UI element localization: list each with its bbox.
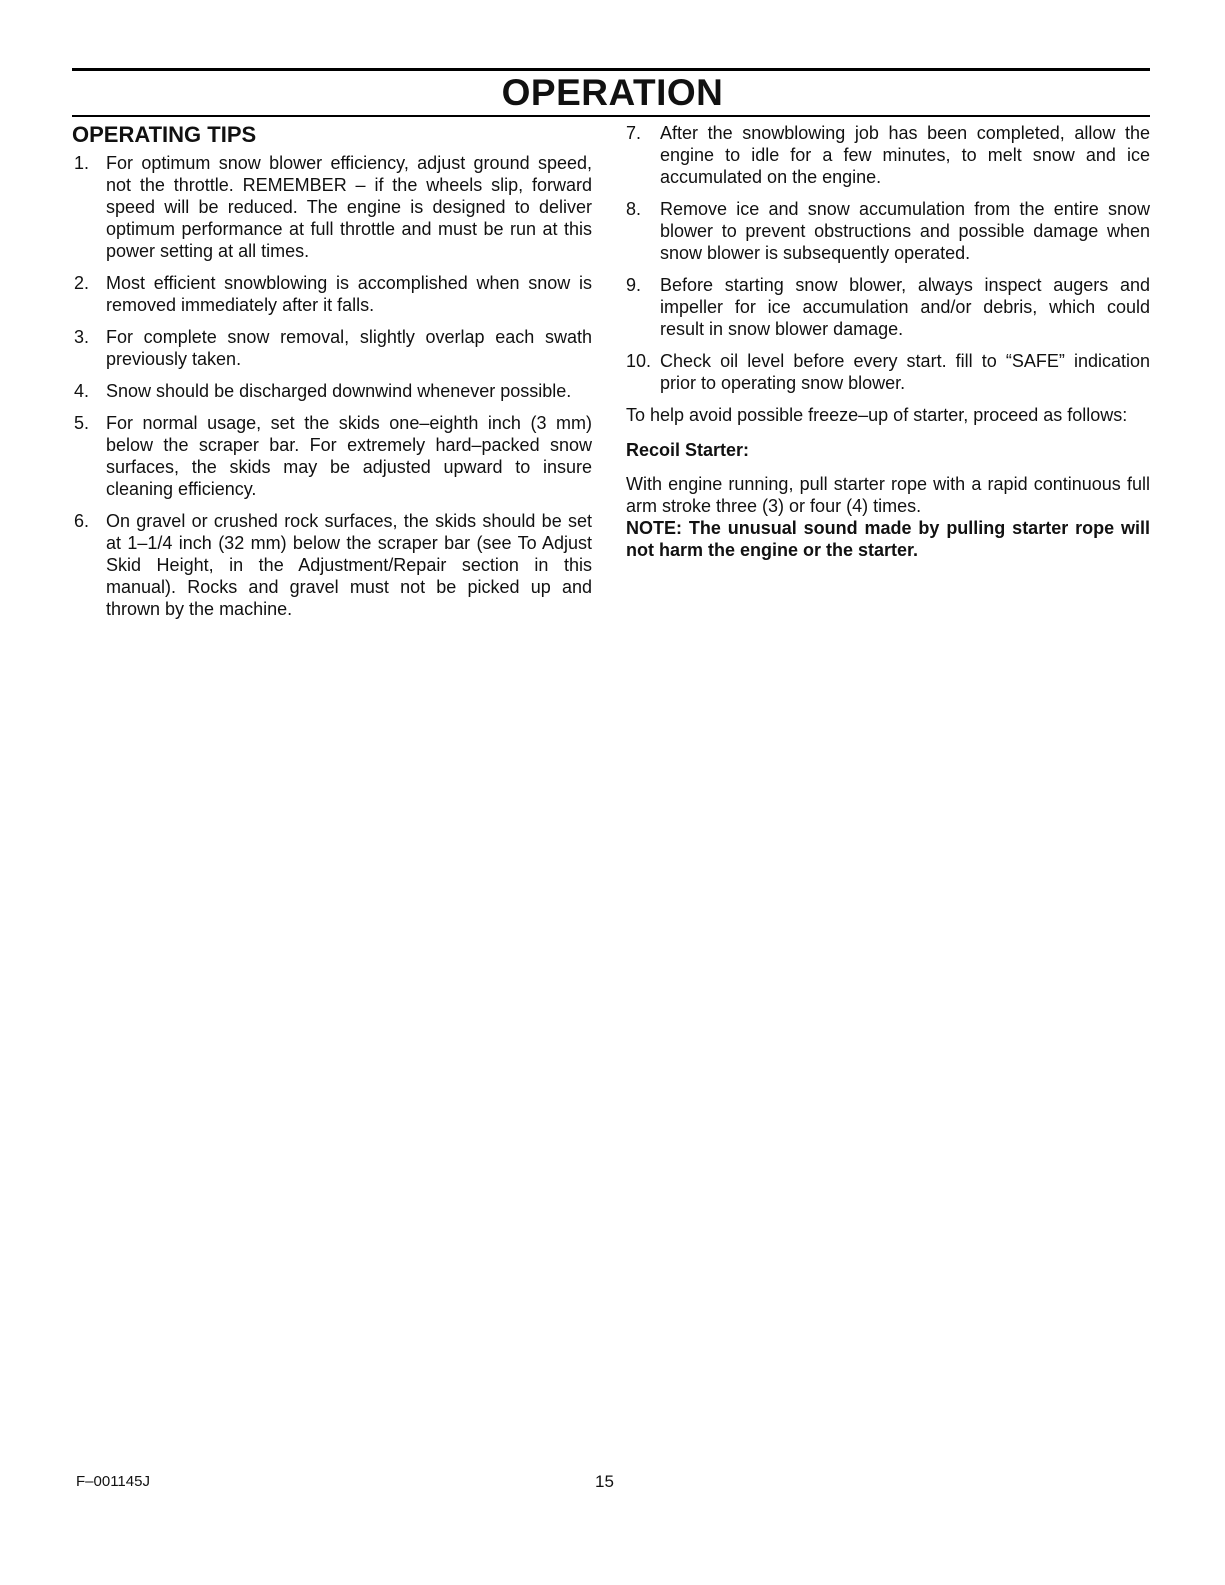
tip-item-4: [72, 380, 592, 402]
tip-item-3: [72, 326, 592, 370]
header-rule-bottom: [72, 115, 1150, 117]
tip-item-10: [626, 350, 1150, 394]
tip-item-5: [72, 412, 592, 500]
tip-number: 5.: [74, 413, 90, 433]
left-column: [72, 122, 592, 630]
tip-text: For optimum snow blower efficiency, adjust ground speed, not the throttle. REMEMBER – if the wheels slip, forward speed will be reduced. The engine is designed to deliver optimum performance at full throttle and must be run at this power setting at all times.: [106, 153, 592, 261]
tip-number: 8.: [626, 199, 642, 219]
tip-number: 9.: [626, 275, 642, 295]
recoil-starter-heading: Recoil Starter:: [626, 440, 750, 460]
tip-text: Remove ice and snow accumulation from the entire snow blower to prevent obstructions and possible damage when snow blower is subsequently operated.: [660, 199, 1150, 263]
tip-number: 4.: [74, 381, 90, 401]
operating-tips-list-left: [72, 152, 592, 620]
tip-text: For complete snow removal, slightly overlap each swath previously taken.: [106, 327, 592, 369]
tip-item-6: [72, 510, 592, 620]
tip-text: After the snowblowing job has been completed, allow the engine to idle for a few minutes, to melt snow and ice accumulated on the engine.: [660, 123, 1150, 187]
tip-number: 7.: [626, 123, 642, 143]
tip-item-2: [72, 272, 592, 316]
tip-text: Check oil level before every start. fill to “SAFE” indication prior to operating snow blower.: [660, 351, 1150, 393]
freeze-up-intro: To help avoid possible freeze–up of starter, proceed as follows:: [626, 405, 1128, 425]
tip-number: 2.: [74, 273, 90, 293]
page-title: OPERATION: [501, 72, 724, 113]
starter-note: NOTE: The unusual sound made by pulling starter rope will not harm the engine or the starter.: [626, 518, 1150, 560]
document-code: F–001145J: [76, 1473, 150, 1490]
tip-text: For normal usage, set the skids one–eighth inch (3 mm) below the scraper bar. For extremely hard–packed snow surfaces, the skids may be adjusted upward to insure cleaning efficiency.: [106, 413, 592, 499]
section-heading-operating-tips: OPERATING TIPS: [72, 122, 257, 147]
tip-item-1: [72, 152, 592, 262]
operating-tips-list-right: [626, 122, 1150, 394]
tip-number: 1.: [74, 153, 90, 173]
tip-number: 10.: [626, 351, 652, 371]
page-number: 15: [595, 1472, 614, 1491]
tip-text: Snow should be discharged downwind whenever possible.: [106, 381, 572, 401]
tip-item-7: [626, 122, 1150, 188]
tip-text: On gravel or crushed rock surfaces, the skids should be set at 1–1/4 inch (32 mm) below the scraper bar (see To Adjust Skid Height, in the Adjustment/Repair section in this manual). Rocks and gravel must not be picked up and thrown by the machine.: [106, 511, 592, 619]
right-column: [626, 122, 1150, 561]
tip-text: Most efficient snowblowing is accomplished when snow is removed immediately after it falls.: [106, 273, 592, 315]
tip-item-9: [626, 274, 1150, 340]
header-rule-top: [72, 68, 1150, 71]
recoil-starter-text: With engine running, pull starter rope with a rapid continuous full arm stroke three (3) or four (4) times.: [626, 474, 1150, 516]
tip-number: 6.: [74, 511, 90, 531]
tip-text: Before starting snow blower, always inspect augers and impeller for ice accumulation and/or debris, which could result in snow blower damage.: [660, 275, 1150, 339]
tip-number: 3.: [74, 327, 90, 347]
tip-item-8: [626, 198, 1150, 264]
